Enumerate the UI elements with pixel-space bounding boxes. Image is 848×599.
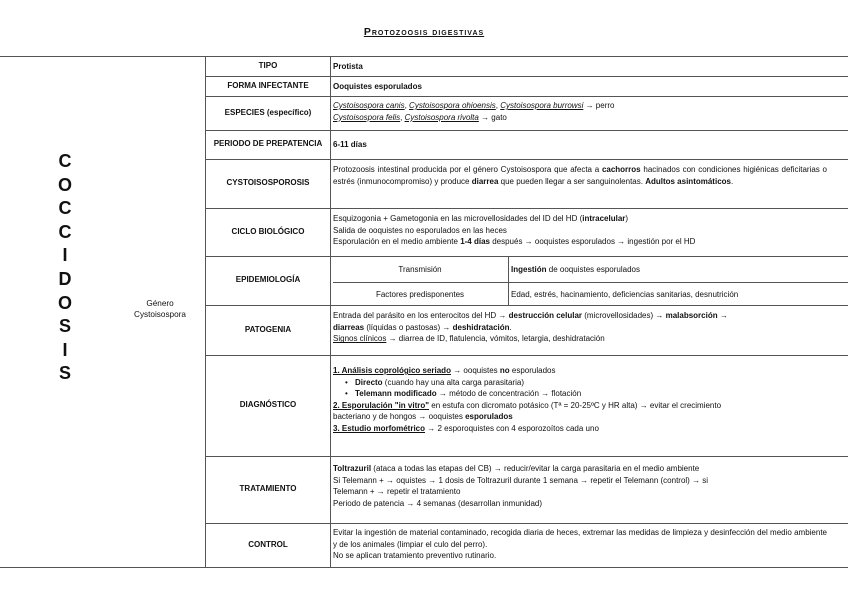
genus-label-line: Cystoisospora <box>134 310 186 319</box>
cocciosis-vertical-title <box>40 150 90 386</box>
row-value-control: Evitar la ingestión de material contaminado, recogida diaria de heces, extremar las medidas de limpieza y desinfección del medio ambiente y de los animales (limpiar el culo del perro). No se aplican tratamiento preventivo rutinario. <box>333 528 827 561</box>
row-value-tratamiento: Toltrazuril (ataca a todas las etapas del CB) → reducir/evitar la carga parasitaria en el medio ambiente Si Telemann + → oquistes → 1 dosis de Toltrazuril durante 1 semana → repetir el Telemann (control) → si Telemann + → repetir el tratamiento Periodo de patencia → 4 semanas (desarrollan inmunidad) <box>333 464 709 508</box>
page-title: Protozoosis digestivas <box>363 26 485 38</box>
row-label-diagnostico: DIAGNÓSTICO <box>239 400 297 410</box>
row-value-diagnostico: 1. Análisis coprológico seriado → ooquistes no esporulados • Directo (cuando hay una alta carga parasitaria) • Telemann modificado → método de concentración → flotación 2. Esporulación "in vitro" en estufa con dicromato potásico (Tª = 20-25ºC y HR alta) → evitar el crecimiento bacteriano y de hongos → ooquistes esporulados 3. Estudio morfométrico → 2 esporoquistes con 4 esporozoítos cada uno <box>333 365 827 435</box>
title-letter: C <box>58 151 72 171</box>
row-value-forma: Ooquistes esporulados <box>333 82 422 91</box>
title-letter: C <box>58 198 72 219</box>
factores-value: Edad, estrés, hacinamiento, deficiencias sanitarias, desnutrición <box>511 290 739 299</box>
row-value-patogenia: Entrada del parásito en los enterocitos del HD → destrucción celular (microvellosidades) → malabsorción → diarreas (líquidas o pastosas) → deshidratación. Signos clínicos → diarrea de ID, flatulencia, vómitos, letargia, deshidratación <box>333 311 728 344</box>
row-label-periodo: PERIODO DE PREPATENCIA <box>213 139 323 149</box>
title-letter: O <box>57 292 72 313</box>
row-label-ciclo: CICLO BIOLÓGICO <box>231 226 305 236</box>
bottom-border <box>0 567 848 568</box>
row-value-cystoisosporosis: Protozoosis intestinal producida por el género Cystoisospora que afecta a cachorros hacinados con condiciones higiénicas deficitarias o estrés (inmunocompromiso) y produce diarrea que pueden llegar a ser sanguinolentas. Adultos asintomáticos. <box>333 165 827 186</box>
row-label-cystoisosporosis: CYSTOISOSPOROSIS <box>226 178 310 188</box>
row-label-especies: ESPECIES (específico) <box>224 107 312 117</box>
title-letter: C <box>58 221 72 242</box>
row-label-forma: FORMA INFECTANTE <box>227 80 309 90</box>
genus-label <box>112 298 208 320</box>
title-letter: S <box>58 316 71 337</box>
row-value-ciclo: Esquizogonia + Gametogonia en las microvellosidades del ID del HD (intracelular) Salida de ooquistes no esporulados en las heces Esporulación en el medio ambiente 1-4 días después → ooquistes esporulados → ingestión por el HD <box>333 214 696 247</box>
row-divider <box>333 282 848 283</box>
title-letter: D <box>58 268 72 289</box>
column-divider <box>508 256 509 305</box>
title-letter: I <box>62 339 68 360</box>
row-value-tipo: Protista <box>333 62 363 71</box>
transmision-label: Transmisión <box>398 265 442 274</box>
row-value-periodo: 6-11 días <box>333 140 367 149</box>
top-border <box>0 56 848 57</box>
row-value-especies: Cystoisospora canis, Cystoisospora ohioensis, Cystoisospora burrowsi → perro Cystoisospora felis, Cystoisospora rivolta → gato <box>333 101 615 122</box>
row-label-control: CONTROL <box>248 539 288 549</box>
transmision-value: Ingestión de ooquistes esporulados <box>511 265 640 274</box>
genus-label-line: Género <box>146 299 174 308</box>
row-label-tratamiento: TRATAMIENTO <box>239 484 297 494</box>
column-divider <box>330 56 331 568</box>
row-label-patogenia: PATOGENIA <box>244 324 292 334</box>
title-letter: I <box>62 245 68 266</box>
title-letter: S <box>58 363 71 384</box>
row-label-tipo: TIPO <box>258 60 278 70</box>
row-label-epidemiologia: EPIDEMIOLOGÍA <box>235 275 301 285</box>
title-letter: O <box>57 174 72 195</box>
factores-label: Factores predisponentes <box>375 290 465 299</box>
